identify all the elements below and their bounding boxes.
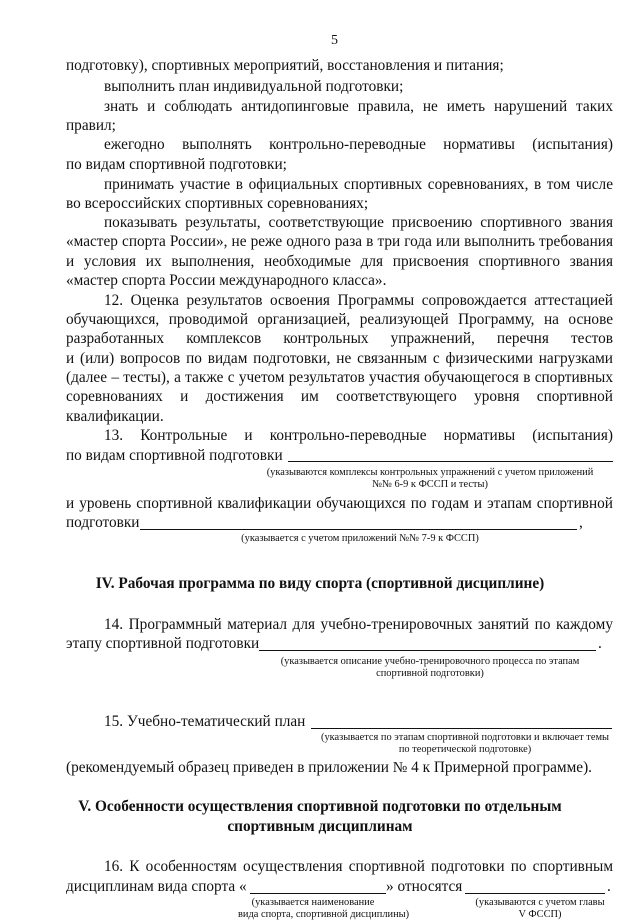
text-line: разработанных комплексов контрольных упражнений, перечня тестов	[66, 330, 613, 347]
text-line: знать и соблюдать антидопинговые правила, не иметь нарушений таких	[104, 98, 613, 115]
section-heading-4: IV. Рабочая программа по виду спорта (спортивной дисциплине)	[95, 575, 545, 592]
text-line: «мастер спорта России», не реже одного раза в три года или выполнить требования	[66, 233, 613, 250]
section-heading-5-cont: спортивным дисциплинам	[227, 818, 413, 835]
fill-line-14	[259, 650, 596, 651]
period: .	[607, 878, 611, 895]
text-line: ежегодно выполнять контрольно-переводные нормативы (испытания)	[104, 136, 613, 153]
text-line: подготовку), спортивных мероприятий, восстановления и питания;	[66, 57, 504, 74]
note: вида спорта, спортивной дисциплины)	[238, 909, 410, 920]
text-line: квалификации.	[66, 408, 164, 425]
text-line: и (или) вопросов по видам подготовки, не связанным с физическими нагрузками	[66, 350, 613, 367]
section-heading-5: V. Особенности осуществления спортивной подготовки по отдельным	[78, 798, 562, 815]
text-line: во всероссийских спортивных соревнованиях;	[66, 195, 369, 212]
page-number: 5	[331, 33, 338, 48]
note: (указывается по этапам спортивной подготовки и включает темы	[320, 732, 610, 743]
fill-line-13b	[140, 529, 577, 530]
text-line: этапу спортивной подготовки	[66, 635, 260, 652]
text-line: (рекомендуемый образец приведен в приложении № 4 к Примерной программе).	[66, 759, 592, 776]
text-line: «мастер спорта России международного класса».	[66, 272, 387, 289]
text-line: » относятся	[386, 878, 463, 895]
text-line: подготовки	[66, 514, 140, 531]
fill-line-16b	[465, 893, 605, 894]
text-line: (далее – тесты), а также с учетом результатов участия обучающегося в спортивных	[66, 369, 613, 386]
fill-line-15	[311, 728, 612, 729]
note: (указывается наименование	[251, 897, 375, 908]
text-line: выполнить план индивидуальной подготовки;	[104, 78, 404, 95]
fill-line-16a	[250, 893, 386, 894]
note: по теоретической подготовке)	[398, 744, 532, 755]
text-line: 15. Учебно-тематический план	[104, 713, 306, 730]
text-line: показывать результаты, соответствующие присвоению спортивного звания	[104, 214, 613, 231]
text-line: соревнованиях и достижения им соответствующего уровня спортивной	[66, 388, 613, 405]
text-line: по видам спортивной подготовки	[66, 447, 283, 464]
text-line: по видам спортивной подготовки;	[66, 156, 287, 173]
comma: ,	[579, 514, 583, 531]
period: .	[598, 635, 602, 652]
text-line: 14. Программный материал для учебно-тренировочных занятий по каждому	[104, 616, 613, 633]
note: V ФССП)	[518, 909, 562, 920]
note: (указывается описание учебно-тренировочного процесса по этапам	[280, 656, 580, 667]
text-line: 16. К особенностям осуществления спортивной подготовки по спортивным	[104, 858, 613, 875]
text-line: и условия их выполнения, необходимые для присвоения спортивного звания	[66, 253, 613, 270]
text-line: 12. Оценка результатов освоения Программы сопровождается аттестацией	[104, 292, 613, 309]
text-line: и уровень спортивной квалификации обучающихся по годам и этапам спортивной	[66, 495, 613, 512]
note: спортивной подготовки)	[376, 668, 484, 679]
fill-line-13a	[288, 461, 613, 462]
text-line: дисциплинам вида спорта «	[66, 878, 247, 895]
text-line: обучающихся, проводимой организацией, реализующей Программу, на основе	[66, 311, 613, 328]
note: (указываются комплексы контрольных упражнений с учетом приложений	[266, 467, 594, 478]
note: №№ 6-9 к ФССП и тесты)	[372, 479, 488, 490]
text-line: 13. Контрольные и контрольно-переводные нормативы (испытания)	[104, 427, 613, 444]
note: (указываются с учетом главы	[475, 897, 605, 908]
text-line: правил;	[66, 117, 116, 134]
note: (указывается с учетом приложений №№ 7-9 к ФССП)	[241, 533, 479, 544]
text-line: принимать участие в официальных спортивных соревнованиях, в том числе	[104, 176, 613, 193]
